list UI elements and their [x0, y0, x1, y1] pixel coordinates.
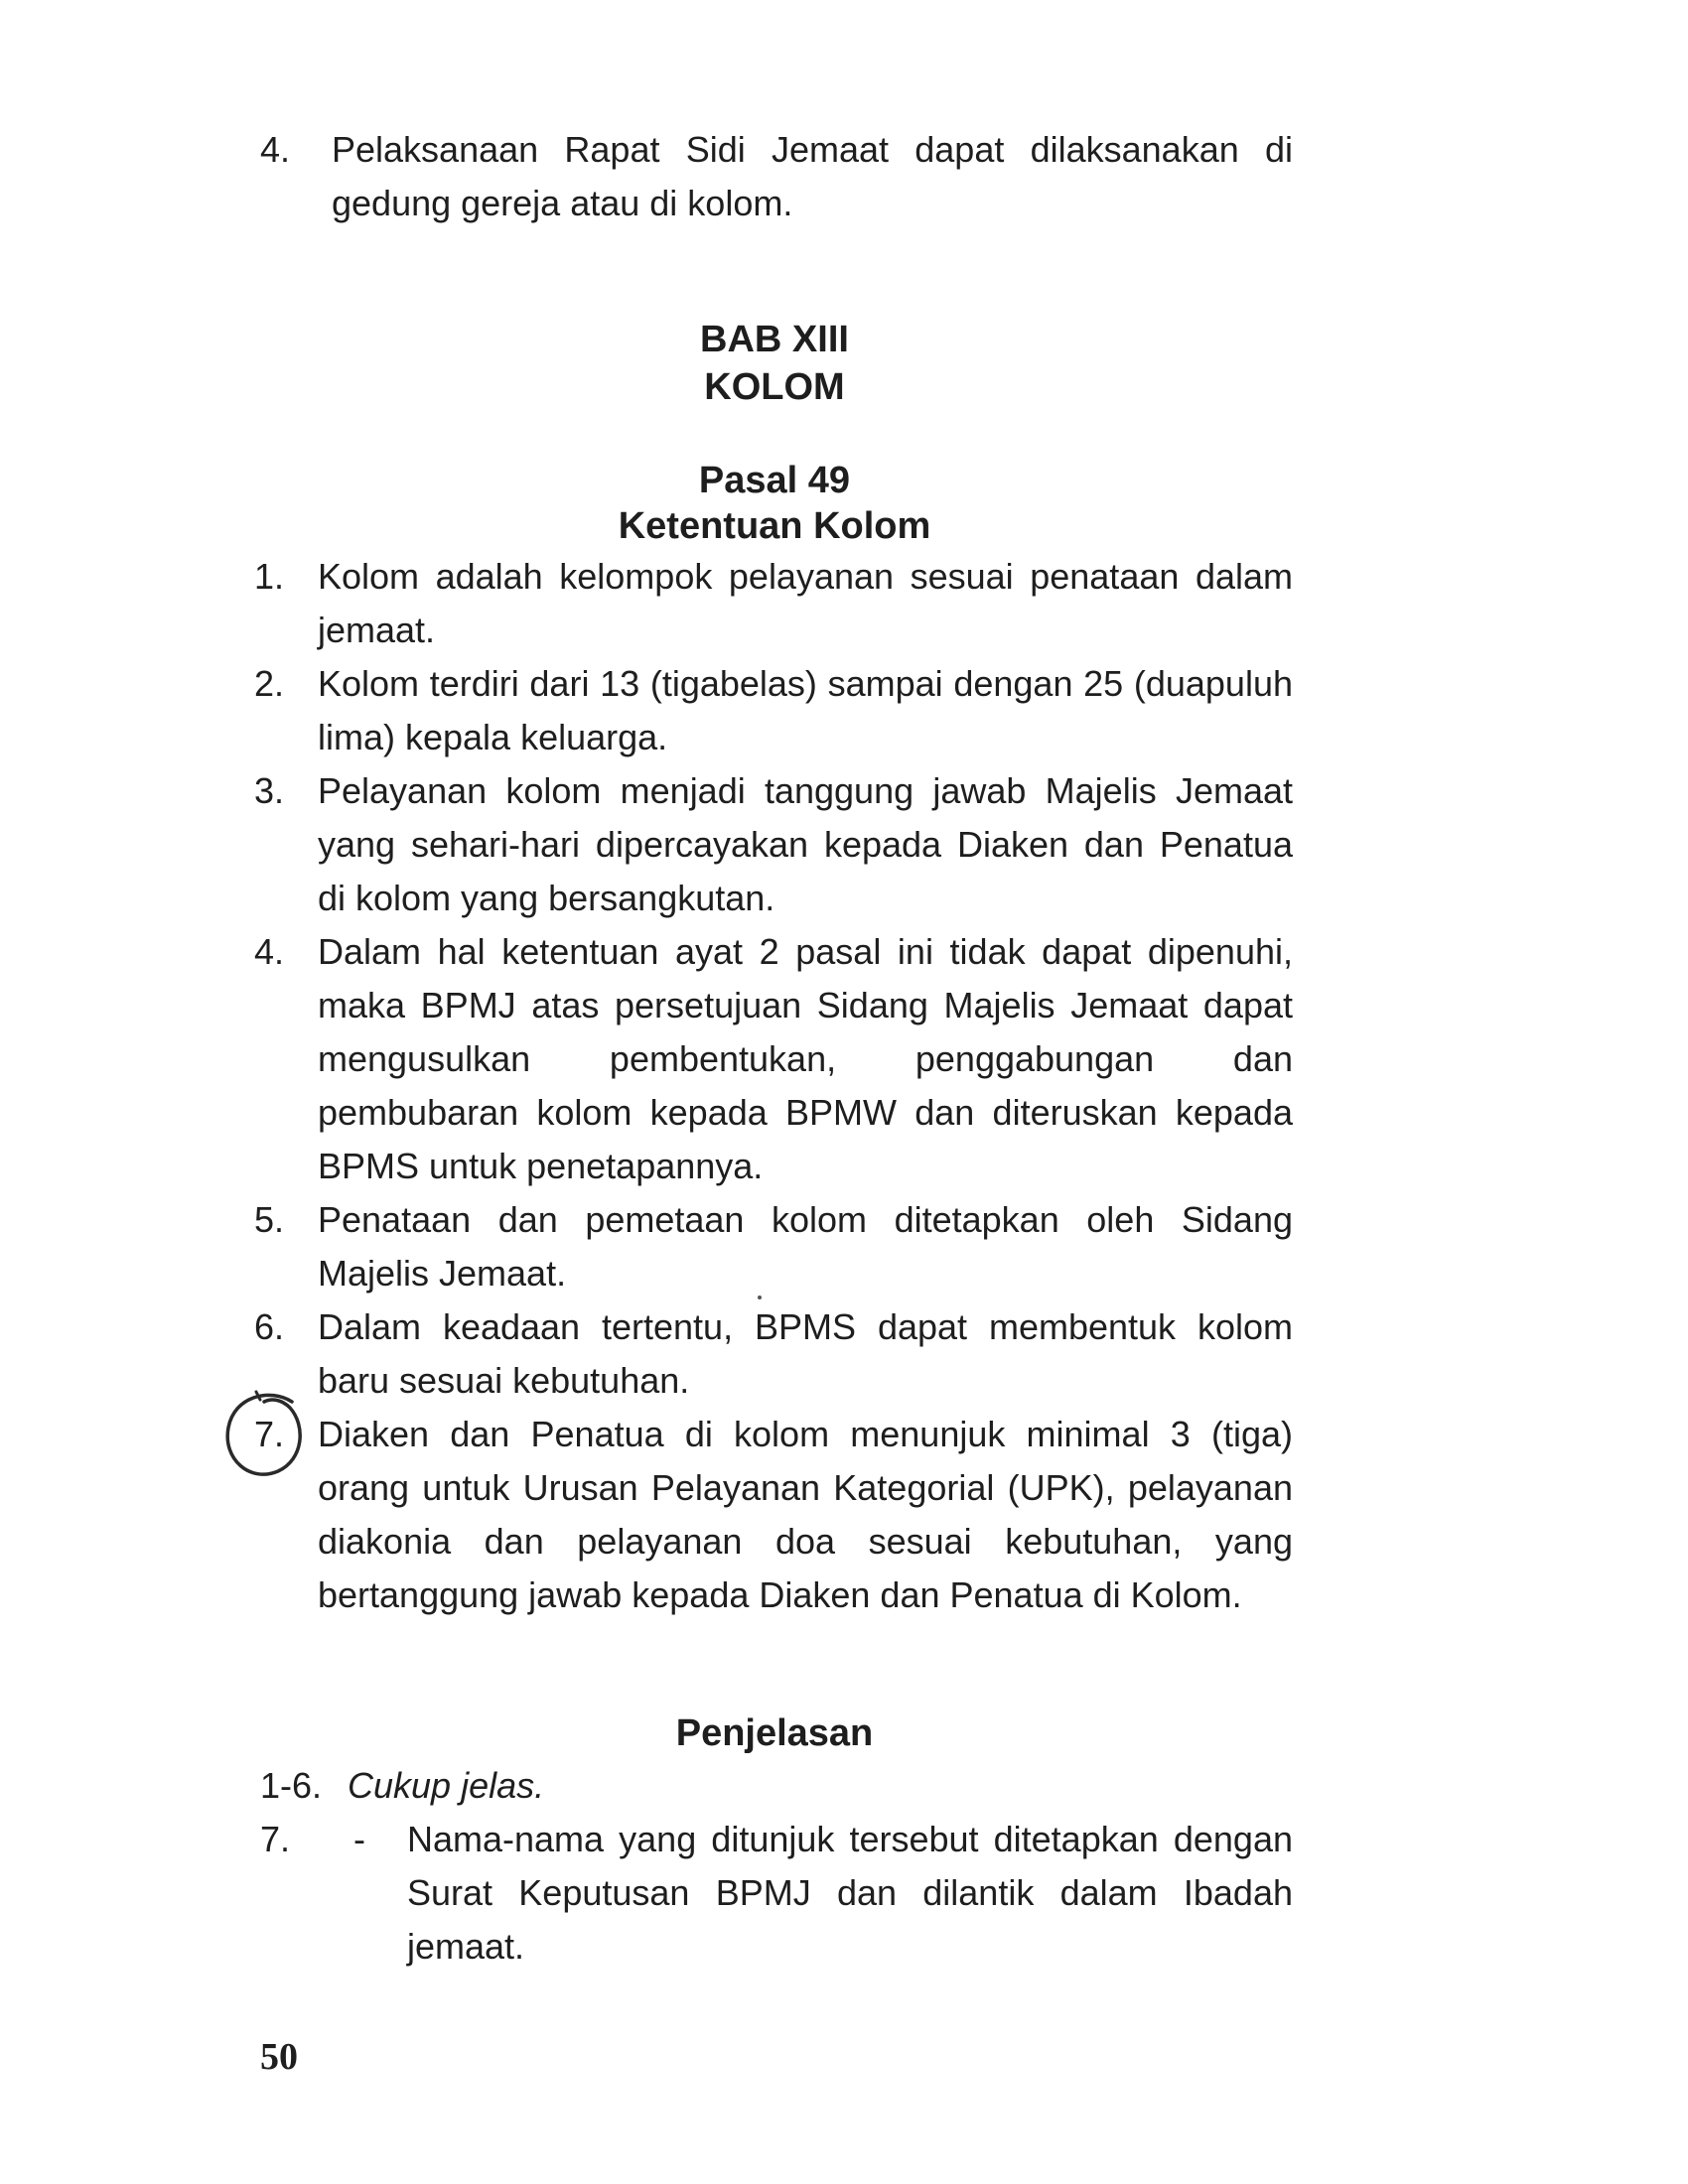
list-number: 6.: [254, 1306, 285, 1347]
list-text: Kolom terdiri dari 13 (tigabelas) sampai dengan 25 (duapuluh lima) kepala keluarga.: [318, 663, 1293, 757]
explanation-title: Penjelasan: [675, 1712, 874, 1754]
handwritten-circle-annotation: [220, 1388, 312, 1487]
list-number: 4.: [254, 931, 285, 972]
list-text: Dalam hal ketentuan ayat 2 pasal ini tidak dapat dipenuhi, maka BPMJ atas persetujuan Sidang Majelis Jemaat dapat mengusulkan pembentukan, penggabungan dan pembubaran kolom kepada BPMW dan diteruskan kepada BPMS untuk penetapannya.: [318, 931, 1293, 1186]
explanation-item-1: [260, 1759, 1293, 1813]
page-number: 50: [260, 2036, 298, 2078]
article-item-7: [254, 1408, 1293, 1622]
list-text: Penataan dan pemetaan kolom ditetapkan oleh Sidang Majelis Jemaat.: [318, 1199, 1293, 1294]
list-text: Diaken dan Penatua di kolom menunjuk minimal 3 (tiga) orang untuk Urusan Pelayanan Kategorial (UPK), pelayanan diakonia dan pelayanan doa sesuai kebutuhan, yang bertanggung jawab kepada Diaken dan Penatua di Kolom.: [318, 1414, 1293, 1615]
list-number: 7.: [260, 1819, 291, 1859]
article-item-6: [254, 1300, 1293, 1408]
article-item-3: [254, 764, 1293, 925]
explanation-item-2: [260, 1813, 1293, 1974]
list-text: Cukup jelas.: [348, 1765, 545, 1806]
article-subtitle: Ketentuan Kolom: [618, 505, 931, 547]
chapter-title: BAB XIII: [700, 319, 849, 360]
list-number: 5.: [254, 1199, 285, 1240]
article-item-5: [254, 1193, 1293, 1300]
list-number: 1.: [254, 556, 285, 597]
list-number: 1-6.: [260, 1765, 323, 1806]
top-list-item: [260, 123, 1293, 230]
list-text: Dalam keadaan tertentu, BPMS dapat membentuk kolom baru sesuai kebutuhan.: [318, 1306, 1293, 1401]
list-number: 3.: [254, 770, 285, 811]
list-text: Pelayanan kolom menjadi tanggung jawab Majelis Jemaat yang sehari-hari dipercayakan kepada Diaken dan Penatua di kolom yang bersangkutan.: [318, 770, 1293, 918]
article-item-2: [254, 657, 1293, 764]
list-dash: -: [353, 1819, 365, 1859]
list-text: Kolom adalah kelompok pelayanan sesuai penataan dalam jemaat.: [318, 556, 1293, 650]
chapter-subtitle: KOLOM: [704, 366, 845, 408]
list-text: Nama-nama yang ditunjuk tersebut ditetapkan dengan Surat Keputusan BPMJ dan dilantik dalam Ibadah jemaat.: [407, 1819, 1293, 1967]
list-number: 2.: [254, 663, 285, 704]
list-number: 7.: [254, 1414, 285, 1454]
stray-ink-dot: [758, 1296, 762, 1299]
list-text: Pelaksanaan Rapat Sidi Jemaat dapat dilaksanakan di gedung gereja atau di kolom.: [332, 129, 1293, 223]
article-item-4: [254, 925, 1293, 1193]
article-item-1: [254, 550, 1293, 657]
list-number: 4.: [260, 129, 291, 170]
article-title: Pasal 49: [698, 460, 851, 501]
